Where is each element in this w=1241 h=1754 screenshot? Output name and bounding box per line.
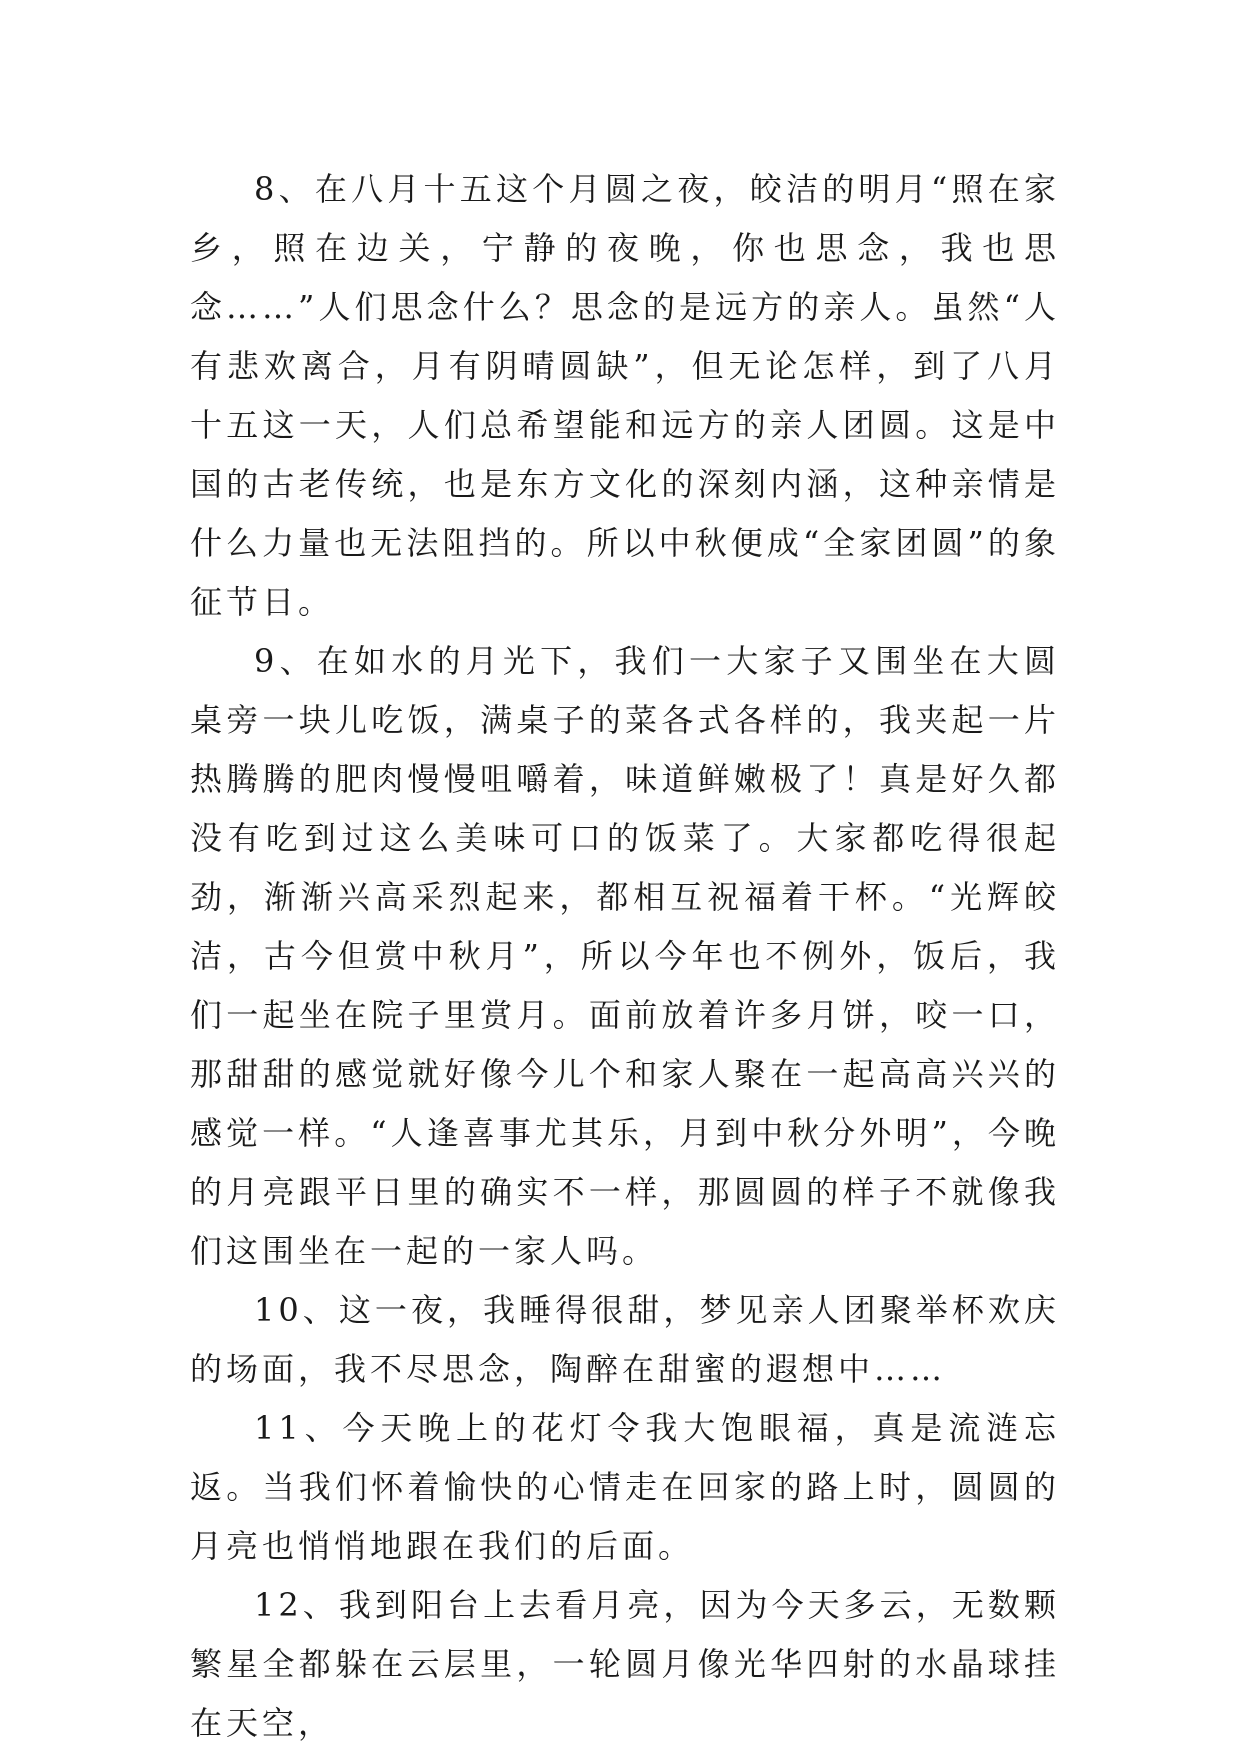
paragraph-9: 9、在如水的月光下，我们一大家子又围坐在大圆桌旁一块儿吃饭，满桌子的菜各式各样的，我夹起一片热腾腾的肥肉慢慢咀嚼着，味道鲜嫩极了！真是好久都没有吃到过这么美味可口的饭菜了。大家都吃得很起劲，渐渐兴高采烈起来，都相互祝福着干杯。“光辉皎洁，古今但赏中秋月”，所以今年也不例外，饭后，我们一起坐在院子里赏月。面前放着许多月饼，咬一口，那甜甜的感觉就好像今儿个和家人聚在一起高高兴兴的感觉一样。“人逢喜事尤其乐，月到中秋分外明”，今晚的月亮跟平日里的确实不一样，那圆圆的样子不就像我们这围坐在一起的一家人吗。 xyxy=(190,642,1060,1270)
paragraph-12: 12、我到阳台上去看月亮，因为今天多云，无数颗繁星全都躲在云层里，一轮圆月像光华四射的水晶球挂在天空， xyxy=(190,1586,1060,1742)
paragraph-8: 8、在八月十五这个月圆之夜，皎洁的明月“照在家乡，照在边关，宁静的夜晚，你也思念，我也思念……”人们思念什么？思念的是远方的亲人。虽然“人有悲欢离合，月有阴晴圆缺”，但无论怎样，到了八月十五这一天，人们总希望能和远方的亲人团圆。这是中国的古老传统，也是东方文化的深刻内涵，这种亲情是什么力量也无法阻挡的。所以中秋便成“全家团圆”的象征节日。 xyxy=(190,170,1060,621)
paragraph-10: 10、这一夜，我睡得很甜，梦见亲人团聚举杯欢庆的场面，我不尽思念，陶醉在甜蜜的遐想中…… xyxy=(190,1291,1060,1388)
document-body xyxy=(190,160,1060,1753)
paragraph-11: 11、今天晚上的花灯令我大饱眼福，真是流涟忘返。当我们怀着愉快的心情走在回家的路上时，圆圆的月亮也悄悄地跟在我们的后面。 xyxy=(190,1409,1060,1565)
